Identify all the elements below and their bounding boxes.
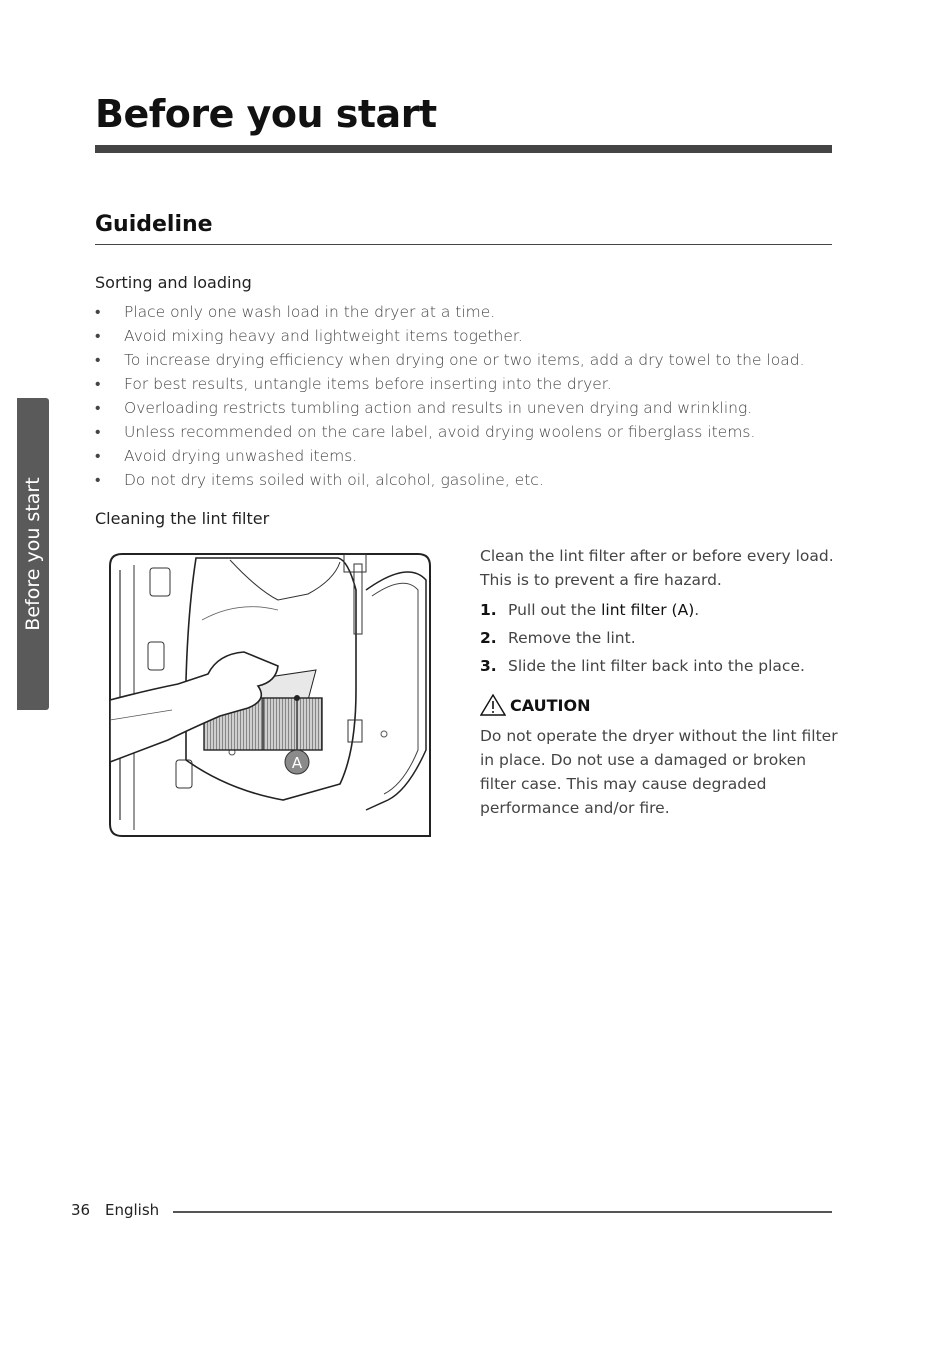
warning-triangle-icon: [480, 694, 506, 716]
title-divider: [95, 145, 832, 153]
page-number: 36: [71, 1201, 91, 1219]
caution-text: Do not operate the dryer without the lint filter in place. Do not use a damaged or broken filter case. This may cause degraded performance and/or fire.: [480, 727, 838, 817]
step-emphasis: lint filter (A): [601, 601, 695, 619]
list-item: • Do not dry items soiled with oil, alcohol, gasoline, etc.: [95, 468, 835, 492]
footer-language: English: [105, 1201, 160, 1219]
step-text: Remove the lint.: [508, 629, 636, 647]
caution-label: CAUTION: [510, 695, 591, 715]
list-item: • Place only one wash load in the dryer at a time.: [95, 300, 835, 324]
list-item: • For best results, untangle items before inserting into the dryer.: [95, 372, 835, 396]
section-heading: Guideline: [95, 212, 213, 237]
list-item: • Avoid drying unwashed items.: [95, 444, 835, 468]
page-title: Before you start: [95, 92, 437, 136]
lint-filter-illustration: [108, 550, 432, 838]
lint-intro: Clean the lint filter after or before every load. This is to prevent a fire hazard.: [480, 547, 834, 589]
step-text: Pull out the: [508, 601, 602, 619]
sorting-list: [95, 300, 835, 492]
list-item: [480, 652, 840, 680]
list-item: • Avoid mixing heavy and lightweight items together.: [95, 324, 835, 348]
sorting-heading: Sorting and loading: [95, 273, 252, 292]
step-number: 3.: [480, 657, 497, 675]
dryer-illustration: [108, 550, 432, 838]
step-text-end: .: [694, 601, 700, 619]
footer-divider: [173, 1211, 832, 1213]
callout-label: A: [291, 754, 303, 772]
lint-heading: Cleaning the lint filter: [95, 509, 270, 528]
section-divider: [95, 244, 832, 245]
steps-list: [480, 596, 840, 680]
side-section-tab: [17, 398, 49, 710]
lint-instructions: [480, 544, 840, 820]
list-item: [480, 596, 840, 624]
step-number: 1.: [480, 601, 497, 619]
step-text: Slide the lint filter back into the place.: [508, 657, 805, 675]
list-item: • To increase drying efficiency when drying one or two items, add a dry towel to the load.: [95, 348, 835, 372]
side-tab-label: Before you start: [22, 477, 44, 631]
list-item: • Overloading restricts tumbling action and results in uneven drying and wrinkling.: [95, 396, 835, 420]
list-item: • Unless recommended on the care label, avoid drying woolens or fiberglass items.: [95, 420, 835, 444]
caution-header: [480, 692, 840, 718]
step-number: 2.: [480, 629, 497, 647]
list-item: [480, 624, 840, 652]
